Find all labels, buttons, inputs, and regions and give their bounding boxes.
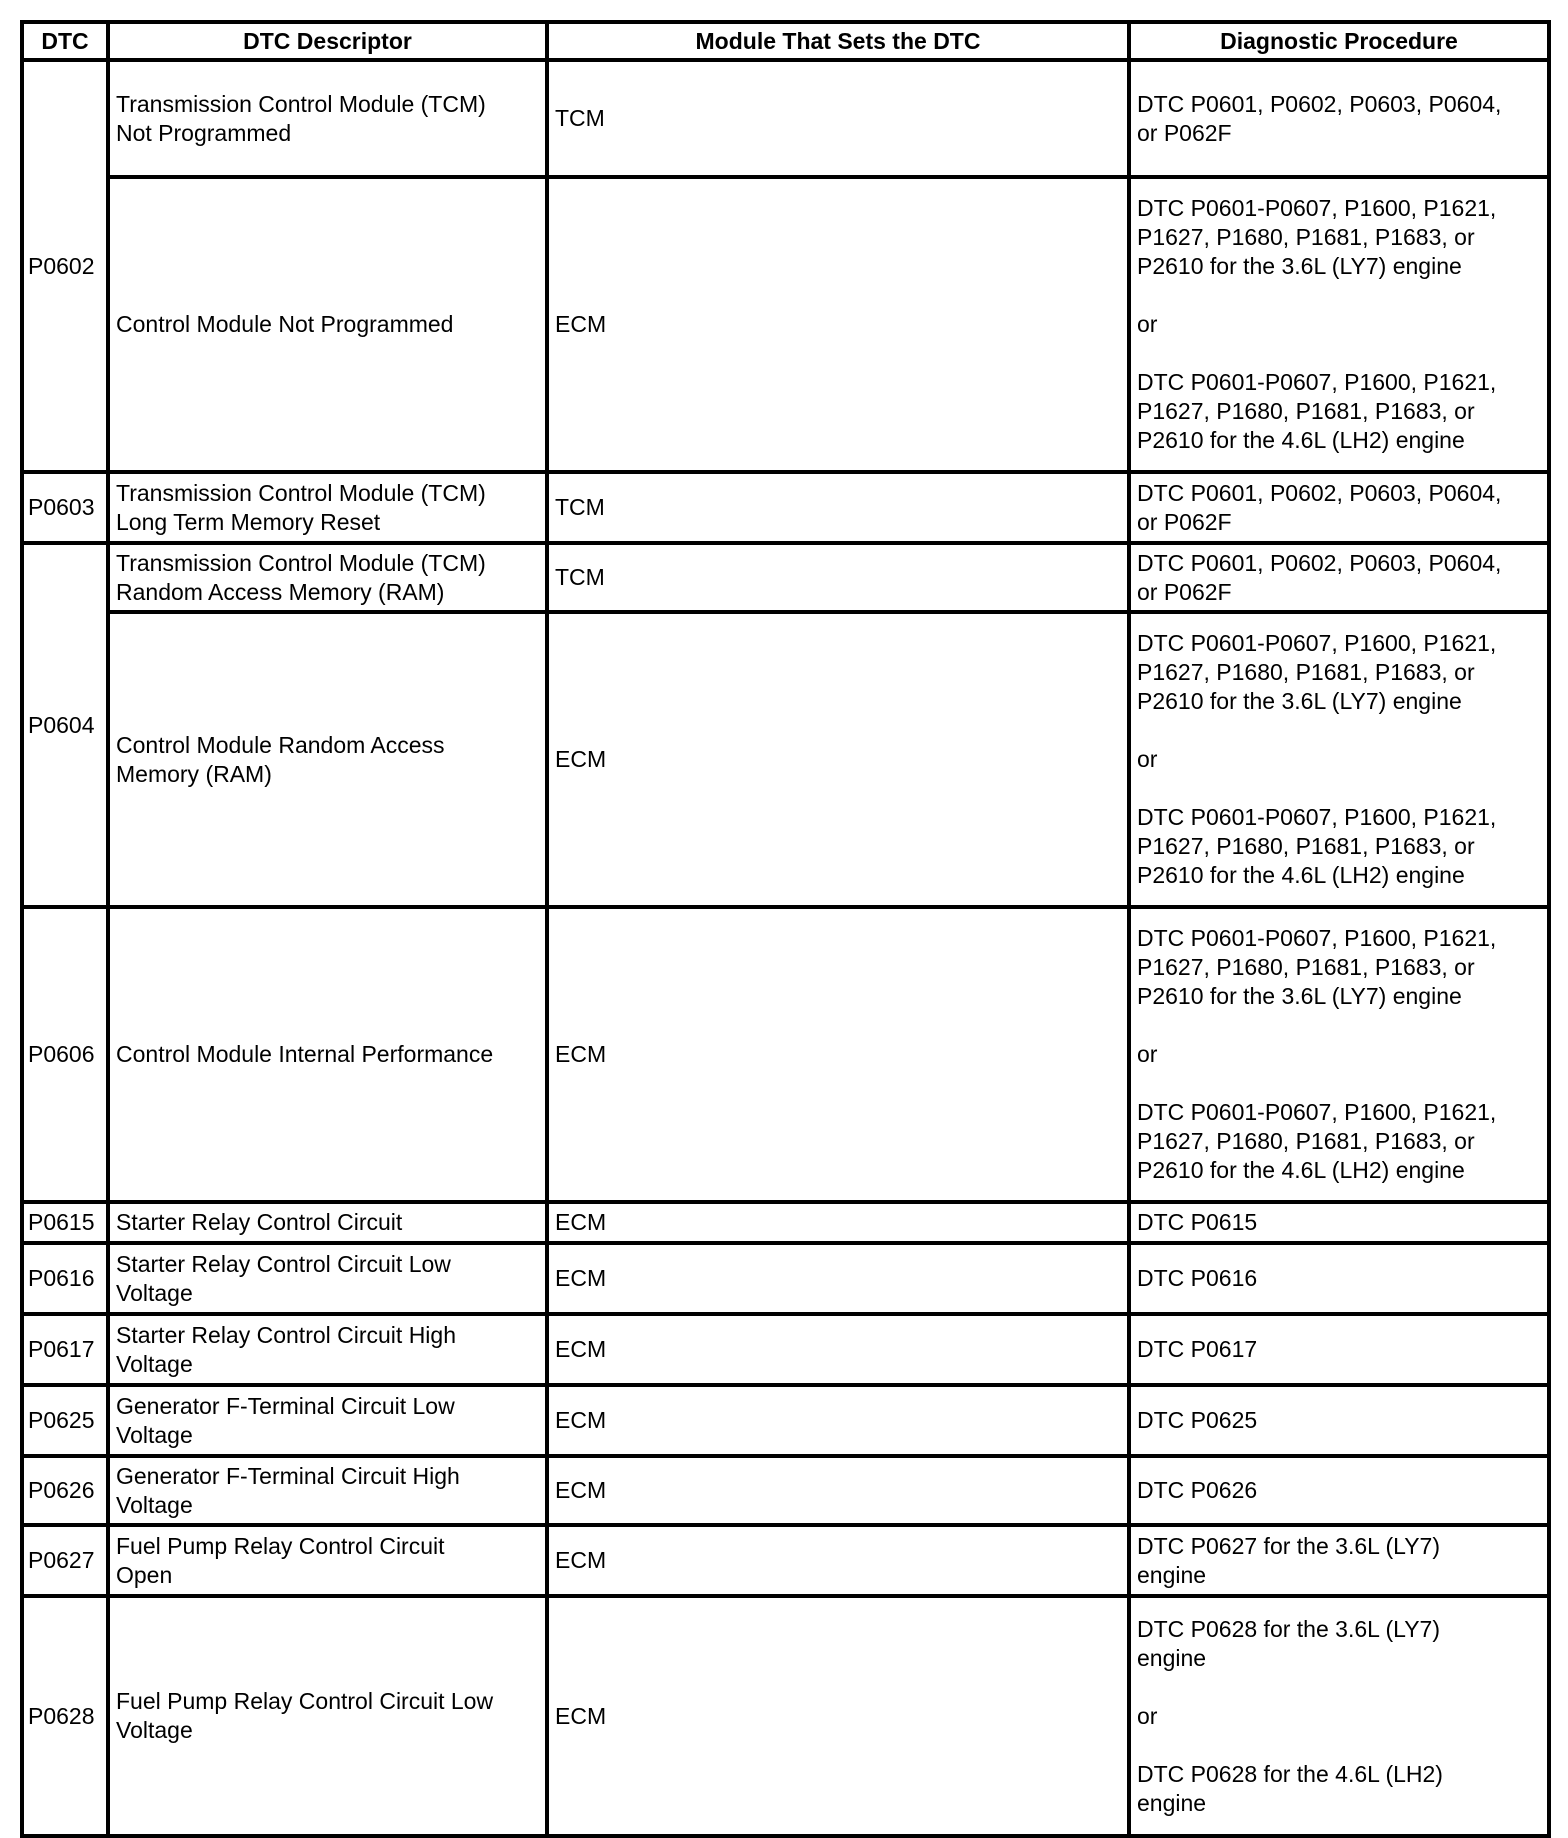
- table-row: [22, 1243, 1549, 1314]
- dtc-code: P0617: [22, 1314, 108, 1385]
- dtc-descriptor: Control Module Internal Performance: [108, 907, 547, 1202]
- diagnostic-procedure: DTC P0601, P0602, P0603, P0604, or P062F: [1129, 472, 1549, 543]
- dtc-descriptor: Control Module Random Access Memory (RAM): [108, 612, 547, 907]
- header-procedure: Diagnostic Procedure: [1129, 22, 1549, 60]
- diagnostic-procedure: DTC P0601-P0607, P1600, P1621, P1627, P1680, P1681, P1683, or P2610 for the 3.6L (LY7) engine or DTC P0601-P0607, P1600, P1621, P1627, P1680, P1681, P1683, or P2610 for the 4.6L (LH2) engine: [1129, 612, 1549, 907]
- diagnostic-procedure: DTC P0616: [1129, 1243, 1549, 1314]
- header-row: [22, 22, 1549, 60]
- table-row: [22, 612, 1549, 907]
- dtc-code: P0604: [22, 543, 108, 907]
- diagnostic-procedure: DTC P0617: [1129, 1314, 1549, 1385]
- dtc-code: P0627: [22, 1525, 108, 1596]
- dtc-descriptor: Generator F-Terminal Circuit High Voltage: [108, 1456, 547, 1525]
- table-row: [22, 472, 1549, 543]
- module-name: ECM: [547, 177, 1129, 472]
- dtc-code: P0615: [22, 1202, 108, 1243]
- module-name: ECM: [547, 907, 1129, 1202]
- dtc-code: P0603: [22, 472, 108, 543]
- diagnostic-procedure: DTC P0601-P0607, P1600, P1621, P1627, P1680, P1681, P1683, or P2610 for the 3.6L (LY7) engine or DTC P0601-P0607, P1600, P1621, P1627, P1680, P1681, P1683, or P2610 for the 4.6L (LH2) engine: [1129, 177, 1549, 472]
- dtc-descriptor: Control Module Not Programmed: [108, 177, 547, 472]
- dtc-table: [20, 20, 1551, 1838]
- dtc-code: P0602: [22, 60, 108, 472]
- dtc-descriptor: Transmission Control Module (TCM) Not Programmed: [108, 60, 547, 177]
- header-module: Module That Sets the DTC: [547, 22, 1129, 60]
- dtc-descriptor: Starter Relay Control Circuit Low Voltage: [108, 1243, 547, 1314]
- diagnostic-procedure: DTC P0601, P0602, P0603, P0604, or P062F: [1129, 60, 1549, 177]
- dtc-descriptor: Fuel Pump Relay Control Circuit Low Voltage: [108, 1596, 547, 1836]
- header-descriptor: DTC Descriptor: [108, 22, 547, 60]
- module-name: ECM: [547, 1525, 1129, 1596]
- diagnostic-procedure: DTC P0626: [1129, 1456, 1549, 1525]
- table-row: [22, 543, 1549, 612]
- dtc-descriptor: Starter Relay Control Circuit High Voltage: [108, 1314, 547, 1385]
- module-name: TCM: [547, 472, 1129, 543]
- dtc-code: P0626: [22, 1456, 108, 1525]
- table-row: [22, 177, 1549, 472]
- module-name: ECM: [547, 1243, 1129, 1314]
- diagnostic-procedure: DTC P0601, P0602, P0603, P0604, or P062F: [1129, 543, 1549, 612]
- table-row: [22, 60, 1549, 177]
- dtc-descriptor: Fuel Pump Relay Control Circuit Open: [108, 1525, 547, 1596]
- diagnostic-procedure: DTC P0625: [1129, 1385, 1549, 1456]
- table-row: [22, 1314, 1549, 1385]
- diagnostic-procedure: DTC P0628 for the 3.6L (LY7) engine or DTC P0628 for the 4.6L (LH2) engine: [1129, 1596, 1549, 1836]
- diagnostic-procedure: DTC P0615: [1129, 1202, 1549, 1243]
- dtc-descriptor: Starter Relay Control Circuit: [108, 1202, 547, 1243]
- module-name: ECM: [547, 1385, 1129, 1456]
- table-row: [22, 1456, 1549, 1525]
- module-name: ECM: [547, 1596, 1129, 1836]
- dtc-code: P0625: [22, 1385, 108, 1456]
- dtc-descriptor: Transmission Control Module (TCM) Long Term Memory Reset: [108, 472, 547, 543]
- dtc-descriptor: Generator F-Terminal Circuit Low Voltage: [108, 1385, 547, 1456]
- dtc-descriptor: Transmission Control Module (TCM) Random Access Memory (RAM): [108, 543, 547, 612]
- module-name: ECM: [547, 1202, 1129, 1243]
- table-row: [22, 907, 1549, 1202]
- diagnostic-procedure: DTC P0601-P0607, P1600, P1621, P1627, P1680, P1681, P1683, or P2610 for the 3.6L (LY7) engine or DTC P0601-P0607, P1600, P1621, P1627, P1680, P1681, P1683, or P2610 for the 4.6L (LH2) engine: [1129, 907, 1549, 1202]
- header-dtc: DTC: [22, 22, 108, 60]
- table-row: [22, 1596, 1549, 1836]
- diagnostic-procedure: DTC P0627 for the 3.6L (LY7) engine: [1129, 1525, 1549, 1596]
- module-name: ECM: [547, 1314, 1129, 1385]
- dtc-code: P0606: [22, 907, 108, 1202]
- module-name: ECM: [547, 1456, 1129, 1525]
- module-name: ECM: [547, 612, 1129, 907]
- dtc-code: P0616: [22, 1243, 108, 1314]
- module-name: TCM: [547, 60, 1129, 177]
- table-row: [22, 1202, 1549, 1243]
- module-name: TCM: [547, 543, 1129, 612]
- table-row: [22, 1385, 1549, 1456]
- table-row: [22, 1525, 1549, 1596]
- dtc-code: P0628: [22, 1596, 108, 1836]
